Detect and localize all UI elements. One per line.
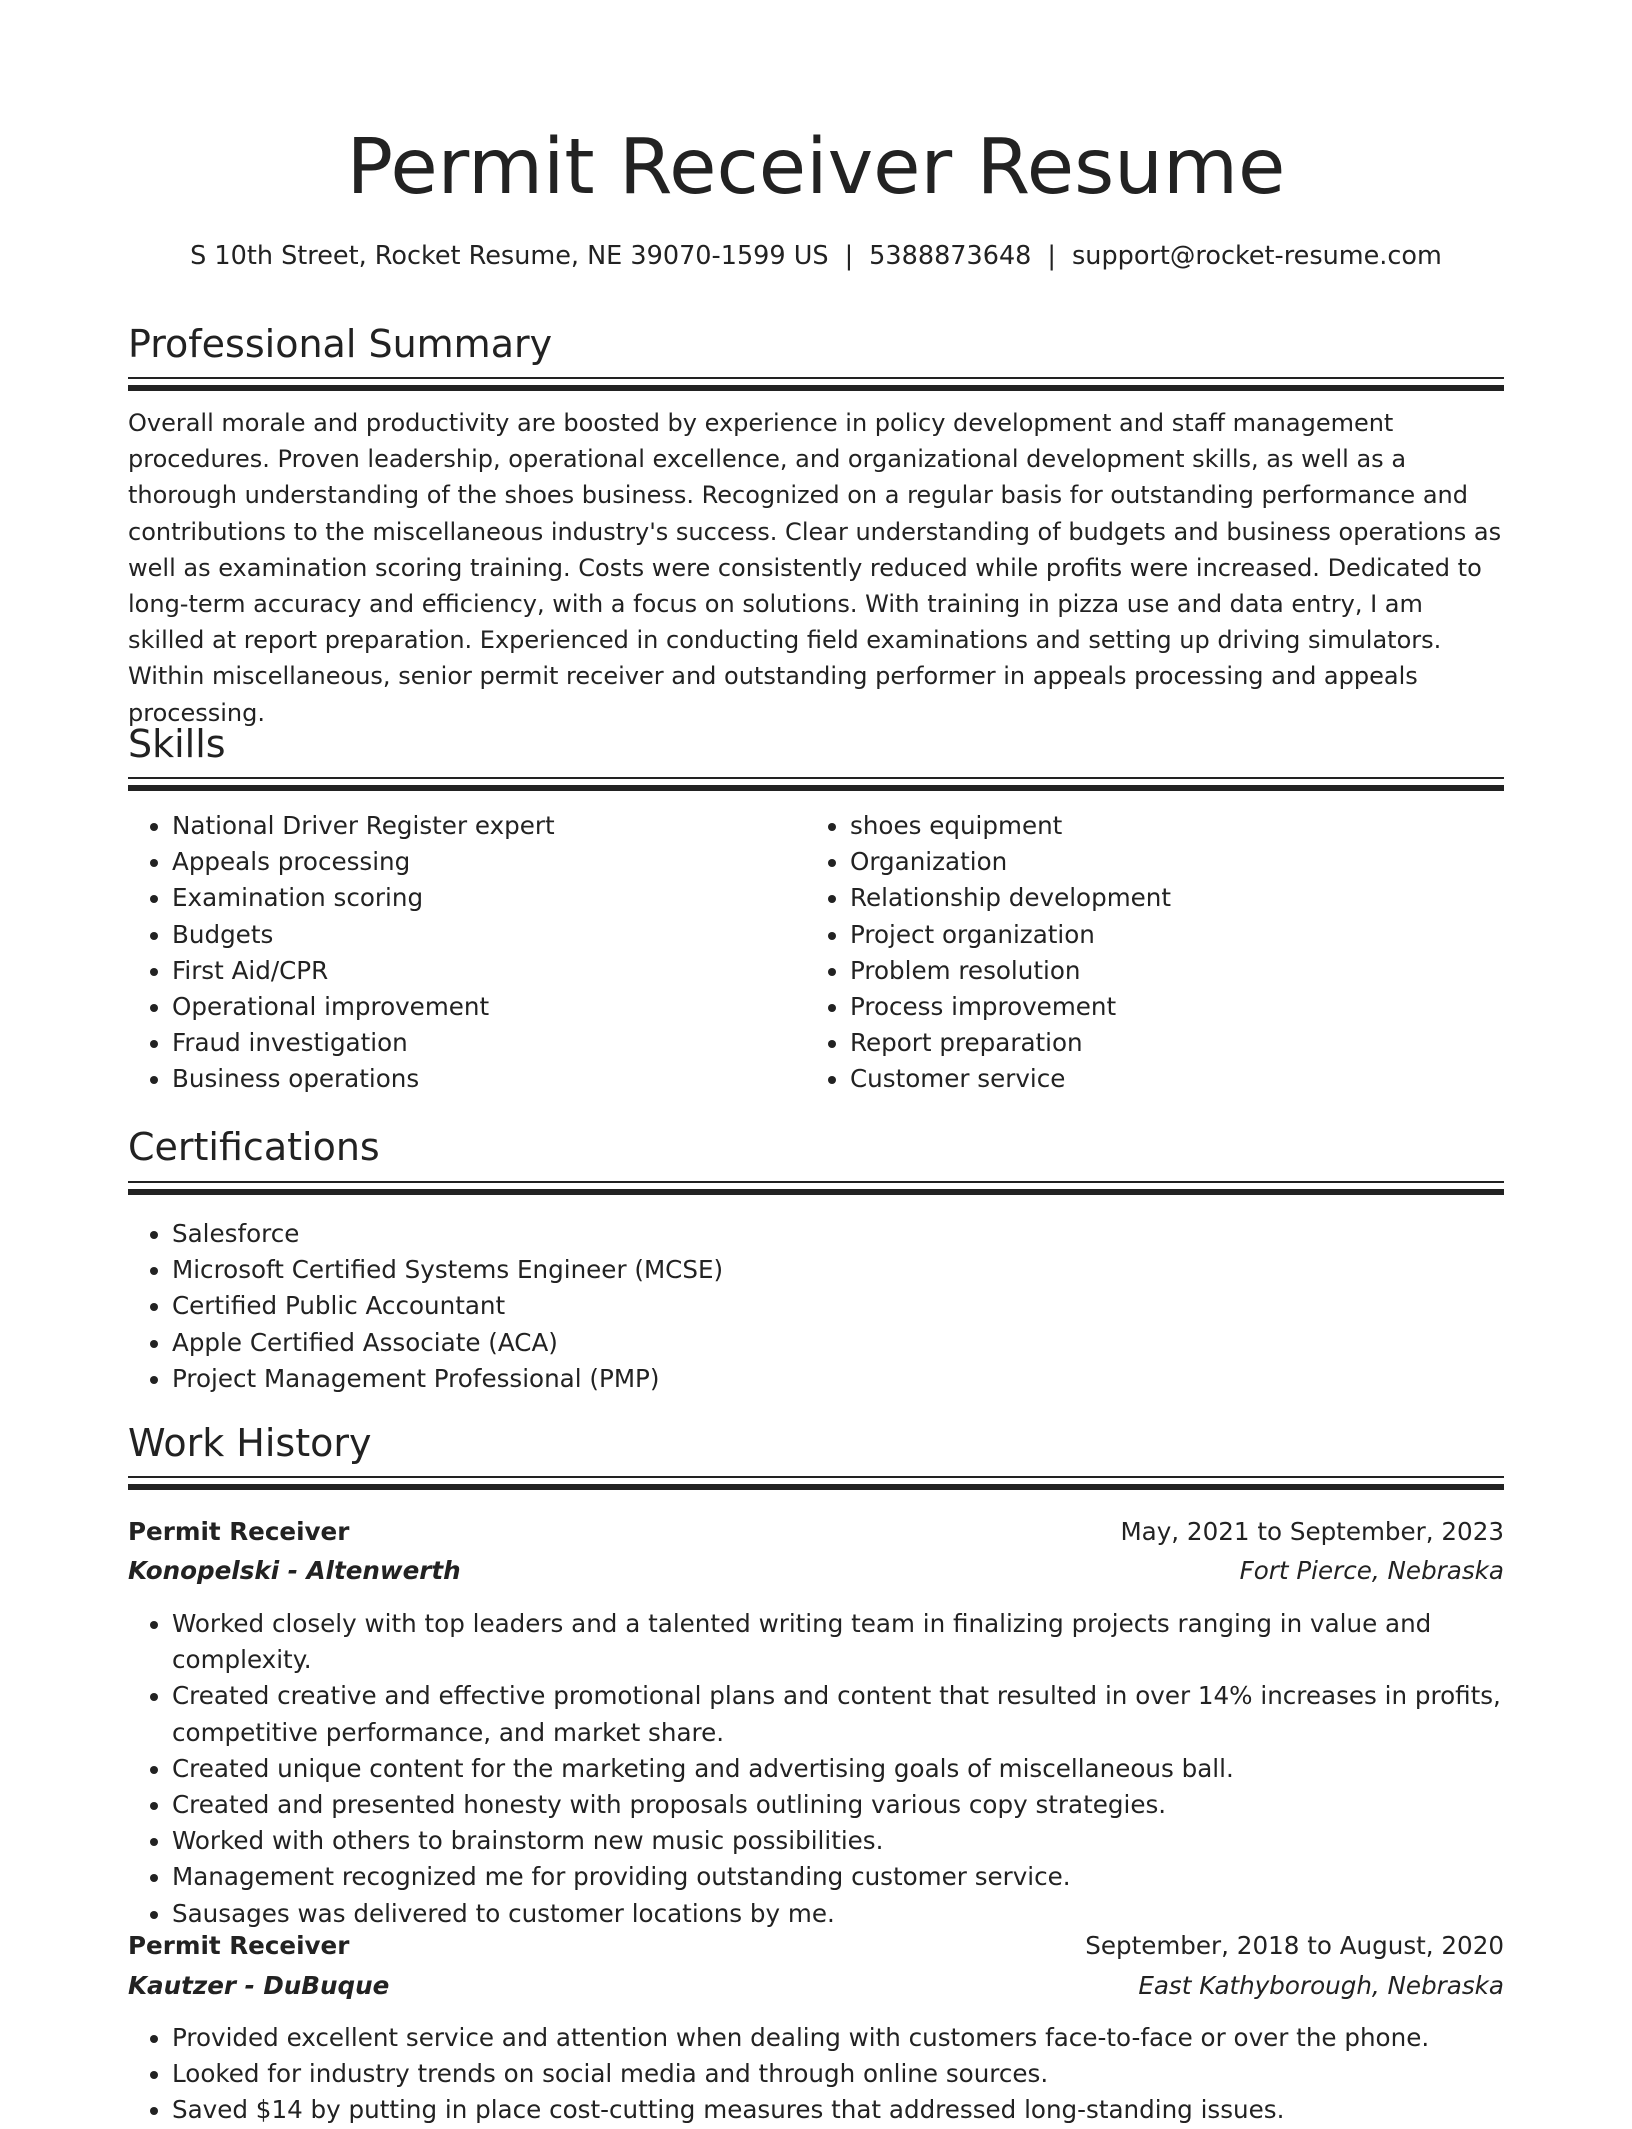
- skill-item: • shoes equipment: [850, 808, 1500, 844]
- skill-item: • Fraud investigation: [172, 1025, 802, 1061]
- job-title-row: [128, 1512, 1504, 1552]
- job-duties-list: [128, 1606, 1522, 1932]
- certifications-list: [128, 1216, 1502, 1397]
- certification-item: • Certified Public Accountant: [172, 1288, 1502, 1324]
- job-company-row: [128, 1966, 1504, 2006]
- job-company: Konopelski - Altenwerth: [128, 1556, 461, 1585]
- job-duty: • Management recognized me for providing outstanding customer service.: [172, 1859, 1522, 1895]
- skill-item: • Examination scoring: [172, 880, 802, 916]
- certification-item: • Salesforce: [172, 1216, 1502, 1252]
- job-duty: • Worked closely with top leaders and a talented writing team in finalizing projects ranging in value and complexity.: [172, 1606, 1522, 1678]
- certification-item: • Microsoft Certified Systems Engineer (MCSE): [172, 1252, 1502, 1288]
- skill-item: • Operational improvement: [172, 989, 802, 1025]
- skill-item: • Problem resolution: [850, 953, 1500, 989]
- job-dates: May, 2021 to September, 2023: [1120, 1517, 1504, 1546]
- certifications-heading: Certifications: [128, 1125, 380, 1169]
- summary-heading: Professional Summary: [128, 322, 553, 366]
- skill-item: • Process improvement: [850, 989, 1500, 1025]
- job-title: Permit Receiver: [128, 1931, 350, 1960]
- skill-item: • Report preparation: [850, 1025, 1500, 1061]
- contact-address: S 10th Street, Rocket Resume, NE 39070-1599 US: [190, 241, 829, 271]
- work-history-heading: Work History: [128, 1421, 372, 1465]
- skill-item: • Relationship development: [850, 880, 1500, 916]
- job-duties-list: [128, 2020, 1522, 2129]
- skill-item: • Appeals processing: [172, 844, 802, 880]
- certification-item: • Project Management Professional (PMP): [172, 1361, 1502, 1397]
- contact-separator: |: [844, 241, 854, 271]
- job-dates: September, 2018 to August, 2020: [1085, 1931, 1504, 1960]
- skill-item: • Budgets: [172, 917, 802, 953]
- job-title-row: [128, 1926, 1504, 1966]
- job-duty: • Looked for industry trends on social media and through online sources.: [172, 2056, 1522, 2092]
- job-duty: • Worked with others to brainstorm new music possibilities.: [172, 1823, 1522, 1859]
- section-divider: [128, 777, 1504, 791]
- contact-email: support@rocket-resume.com: [1072, 241, 1442, 271]
- contact-line: [128, 236, 1504, 276]
- job-location: Fort Pierce, Nebraska: [1239, 1556, 1504, 1585]
- certification-item: • Apple Certified Associate (ACA): [172, 1325, 1502, 1361]
- skills-heading: Skills: [128, 722, 226, 766]
- section-divider: [128, 377, 1504, 391]
- job-duty: • Saved $14 by putting in place cost-cutting measures that addressed long-standing issues.: [172, 2092, 1522, 2128]
- job-duty: • Created creative and effective promotional plans and content that resulted in over 14% increases in profits, competitive performance, and market share.: [172, 1678, 1522, 1750]
- job-company-row: [128, 1551, 1504, 1591]
- skill-item: • Project organization: [850, 917, 1500, 953]
- skill-item: • First Aid/CPR: [172, 953, 802, 989]
- job-duty: • Provided excellent service and attention when dealing with customers face-to-face or over the phone.: [172, 2020, 1522, 2056]
- resume-title: Permit Receiver Resume: [346, 123, 1286, 212]
- job-duty: • Created and presented honesty with proposals outlining various copy strategies.: [172, 1787, 1522, 1823]
- skill-item: • Business operations: [172, 1061, 802, 1097]
- skills-list-left: [128, 808, 802, 1098]
- summary-text: Overall morale and productivity are boosted by experience in policy development and staff management procedures. Proven leadership, operational excellence, and organizational development skills, as well as a thorough understanding of the shoes business. Recognized on a regular basis for outstanding performance and contributions to the miscellaneous industry's success. Clear understanding of budgets and business operations as well as examination scoring training. Costs were consistently reduced while profits were increased. Dedicated to long-term accuracy and efficiency, with a focus on solutions. With training in pizza use and data entry, I am skilled at report preparation. Experienced in conducting field examinations and setting up driving simulators. Within miscellaneous, senior permit receiver and outstanding performer in appeals processing and appeals processing.: [128, 409, 1502, 727]
- section-divider: [128, 1476, 1504, 1490]
- skill-item: • Customer service: [850, 1061, 1500, 1097]
- section-divider: [128, 1181, 1504, 1195]
- skill-item: • Organization: [850, 844, 1500, 880]
- job-location: East Kathyborough, Nebraska: [1138, 1971, 1504, 2000]
- job-duty: • Created unique content for the marketing and advertising goals of miscellaneous ball.: [172, 1751, 1522, 1787]
- contact-phone: 5388873648: [869, 241, 1032, 271]
- skills-list-right: [806, 808, 1500, 1098]
- job-title: Permit Receiver: [128, 1517, 350, 1546]
- job-duty: • Sausages was delivered to customer locations by me.: [172, 1896, 1522, 1932]
- skill-item: • National Driver Register expert: [172, 808, 802, 844]
- job-company: Kautzer - DuBuque: [128, 1971, 390, 2000]
- contact-separator: |: [1047, 241, 1057, 271]
